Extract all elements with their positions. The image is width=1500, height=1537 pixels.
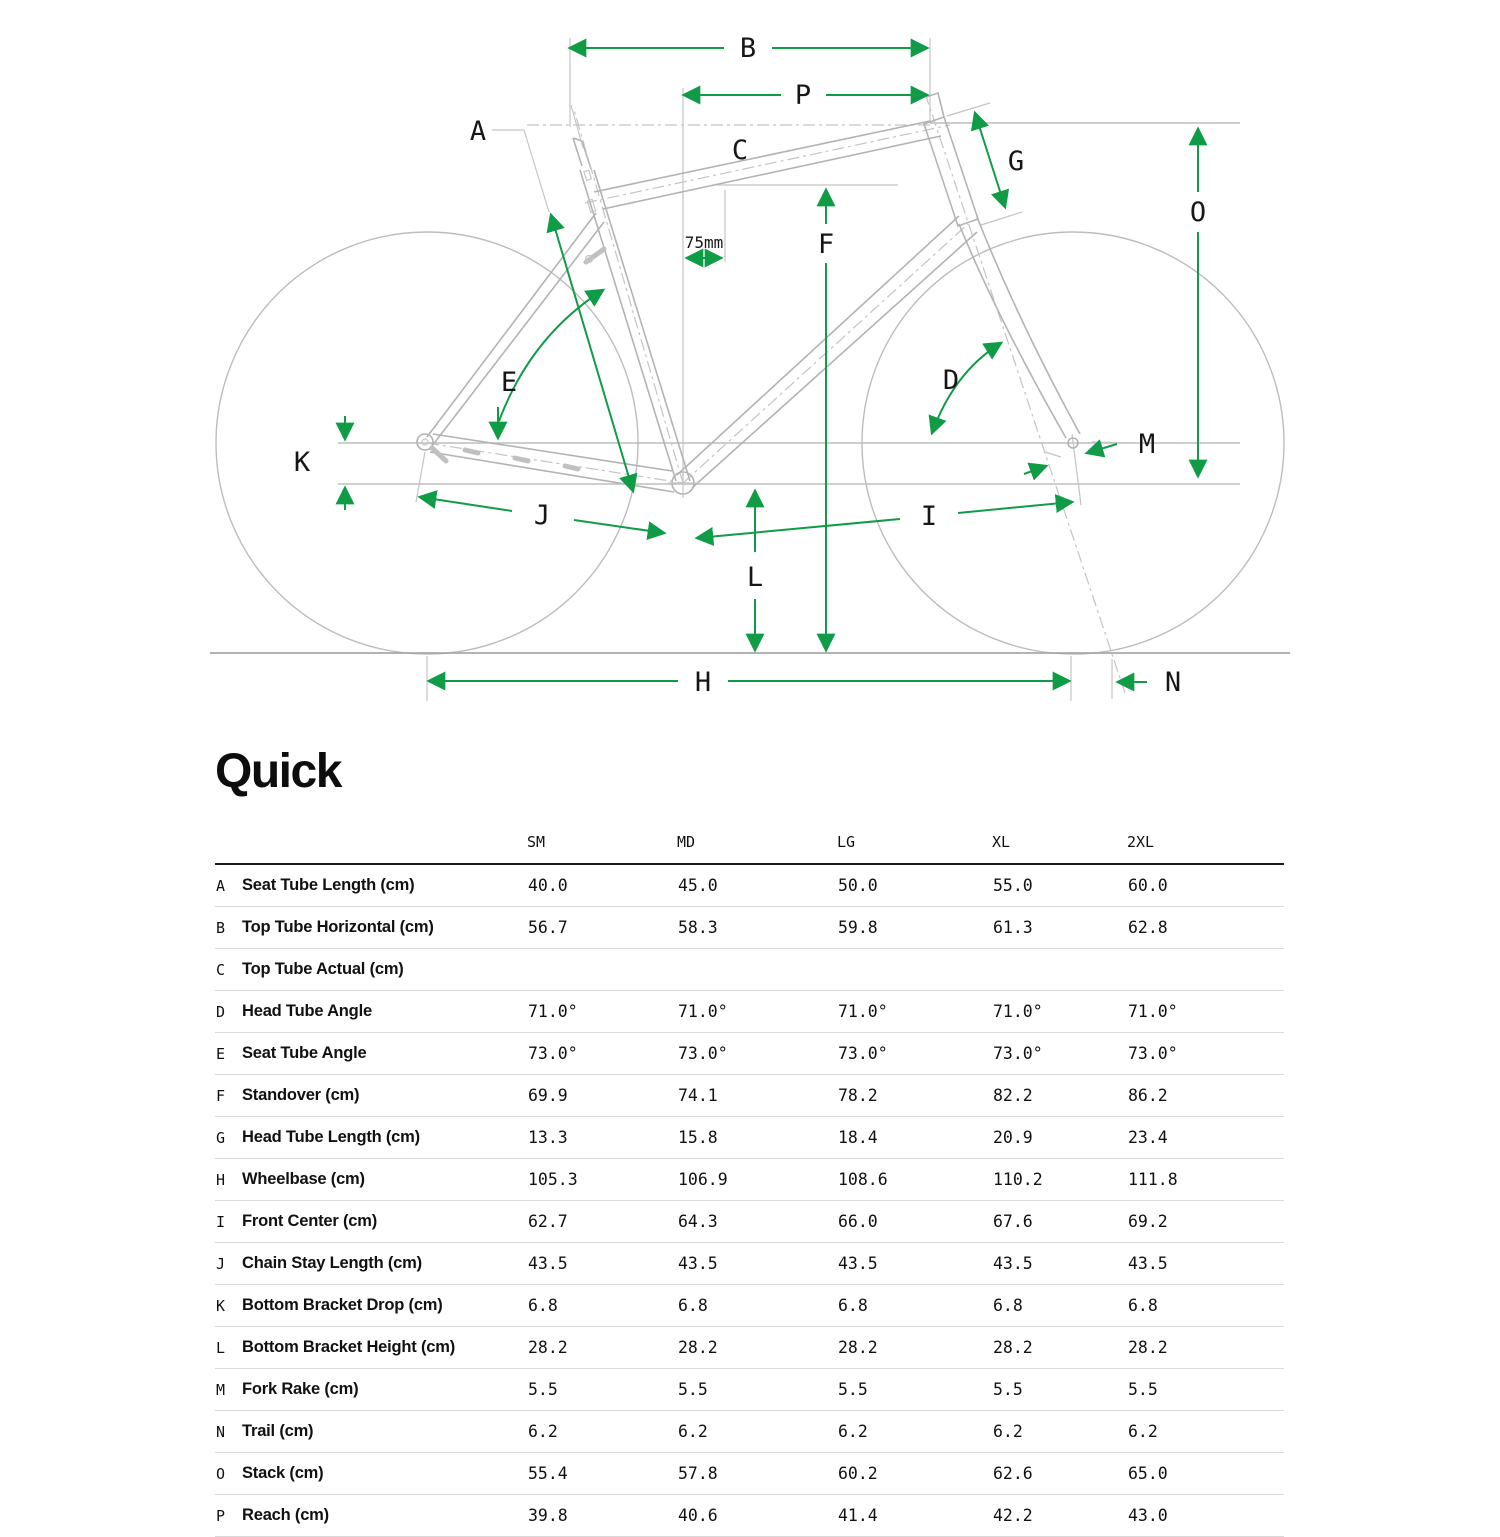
row-label: Bottom Bracket Drop (cm): [242, 1296, 443, 1314]
row-value: 43.5: [678, 1254, 718, 1273]
row-value: 28.2: [1128, 1338, 1168, 1357]
row-value: [992, 949, 1127, 991]
row-letter: N: [216, 1422, 226, 1441]
row-value: [1127, 949, 1284, 991]
row-value: [677, 949, 837, 991]
row-label: Standover (cm): [242, 1086, 360, 1104]
label-J: J: [533, 500, 551, 531]
row-value: 71.0°: [678, 1002, 728, 1021]
row-letter: J: [216, 1254, 226, 1273]
row-value: 58.3: [678, 918, 718, 937]
row-value: 55.0: [993, 876, 1033, 895]
row-value: 43.5: [838, 1254, 878, 1273]
row-value: 105.3: [528, 1170, 578, 1189]
row-value: 5.5: [838, 1380, 868, 1399]
row-label: Trail (cm): [242, 1422, 314, 1440]
label-M: M: [1138, 429, 1156, 460]
row-value: 82.2: [993, 1086, 1033, 1105]
label-E: E: [500, 367, 518, 398]
row-letter: F: [216, 1086, 226, 1105]
label-O: O: [1189, 197, 1207, 228]
row-value: 5.5: [993, 1380, 1023, 1399]
row-value: 43.0: [1128, 1506, 1168, 1525]
row-value: 55.4: [528, 1464, 568, 1483]
geometry-diagram: [0, 0, 1500, 718]
row-value: 62.6: [993, 1464, 1033, 1483]
row-value: 6.8: [993, 1296, 1023, 1315]
row-value: 43.5: [528, 1254, 568, 1273]
label-75mm: 75mm: [684, 233, 724, 252]
row-value: 6.2: [993, 1422, 1023, 1441]
row-letter: E: [216, 1044, 226, 1063]
table-row: [215, 1411, 1284, 1453]
row-letter: G: [216, 1128, 226, 1147]
row-value: 60.0: [1128, 876, 1168, 895]
row-value: 69.9: [528, 1086, 568, 1105]
row-value: 43.5: [993, 1254, 1033, 1273]
rear-axle: [422, 439, 428, 445]
label-H: H: [694, 667, 712, 698]
dim-E: [498, 290, 603, 438]
row-value: 45.0: [678, 876, 718, 895]
row-label: Stack (cm): [242, 1464, 324, 1482]
row-value: 5.5: [528, 1380, 558, 1399]
table-row: [215, 1075, 1284, 1117]
label-P: P: [794, 80, 812, 111]
row-letter: O: [216, 1464, 226, 1483]
row-value: 64.3: [678, 1212, 718, 1231]
row-value: 41.4: [838, 1506, 878, 1525]
row-label: Chain Stay Length (cm): [242, 1254, 422, 1272]
chainstay-detail: [465, 450, 478, 453]
row-value: 13.3: [528, 1128, 568, 1147]
row-value: 28.2: [678, 1338, 718, 1357]
chainstay-detail: [515, 458, 528, 461]
row-label: Head Tube Angle: [242, 1002, 372, 1020]
table-row: [215, 1159, 1284, 1201]
fork-blade: [977, 217, 1080, 434]
row-letter: C: [216, 960, 226, 979]
fork-offset-line: [1072, 434, 1081, 505]
label-D: D: [942, 365, 960, 396]
table-row: [215, 1285, 1284, 1327]
table-row: [215, 864, 1284, 907]
row-value: 59.8: [838, 918, 878, 937]
row-value: 23.4: [1128, 1128, 1168, 1147]
table-header-row: [215, 833, 1284, 864]
geometry-table: [215, 833, 1284, 1537]
row-letter: H: [216, 1170, 226, 1189]
label-L: L: [746, 562, 764, 593]
row-value: 57.8: [678, 1464, 718, 1483]
row-value: 6.8: [678, 1296, 708, 1315]
table-row: [215, 907, 1284, 949]
row-letter: K: [216, 1296, 226, 1315]
row-value: 66.0: [838, 1212, 878, 1231]
label-F: F: [817, 229, 835, 260]
column-header-2xl: 2XL: [1127, 833, 1155, 851]
row-value: 71.0°: [838, 1002, 888, 1021]
table-row: [215, 991, 1284, 1033]
geometry-table-body: [215, 864, 1284, 1537]
row-value: 108.6: [838, 1170, 888, 1189]
row-value: 65.0: [1128, 1464, 1168, 1483]
row-letter: M: [216, 1380, 226, 1399]
table-row: [215, 1327, 1284, 1369]
row-letter: D: [216, 1002, 226, 1021]
row-value: 71.0°: [1128, 1002, 1178, 1021]
reference-lines: [210, 38, 1290, 701]
row-value: 62.8: [1128, 918, 1168, 937]
row-value: 60.2: [838, 1464, 878, 1483]
label-N: N: [1164, 667, 1182, 698]
head-tube: [924, 117, 978, 226]
row-value: 6.2: [838, 1422, 868, 1441]
label-A: A: [469, 116, 487, 147]
row-value: 6.2: [1128, 1422, 1158, 1441]
label-C: C: [731, 135, 749, 166]
row-value: 110.2: [993, 1170, 1043, 1189]
row-value: [837, 949, 992, 991]
table-row: [215, 1243, 1284, 1285]
row-value: 6.2: [528, 1422, 558, 1441]
table-row: [215, 1201, 1284, 1243]
row-value: 74.1: [678, 1086, 718, 1105]
row-value: 28.2: [528, 1338, 568, 1357]
column-header-xl: XL: [992, 833, 1011, 851]
row-value: 73.0°: [1128, 1044, 1178, 1063]
table-row: [215, 1117, 1284, 1159]
bike-frame: [417, 93, 1080, 498]
row-value: 106.9: [678, 1170, 728, 1189]
row-value: 56.7: [528, 918, 568, 937]
table-row: [215, 1453, 1284, 1495]
row-letter: P: [216, 1506, 226, 1525]
row-value: 73.0°: [528, 1044, 578, 1063]
row-value: 5.5: [678, 1380, 708, 1399]
row-value: 111.8: [1128, 1170, 1178, 1189]
row-label: Reach (cm): [242, 1506, 329, 1524]
row-label: Seat Tube Angle: [242, 1044, 367, 1062]
label-B: B: [739, 33, 757, 64]
row-label: Top Tube Horizontal (cm): [242, 918, 434, 936]
table-title: Quick: [215, 745, 341, 798]
row-label: Fork Rake (cm): [242, 1380, 359, 1398]
seat-tube-centerline: [574, 110, 683, 483]
row-value: 86.2: [1128, 1086, 1168, 1105]
head-tube-bottom-ext: [981, 212, 1022, 225]
table-row: [215, 1495, 1284, 1537]
row-label: Front Center (cm): [242, 1212, 378, 1230]
row-label: Wheelbase (cm): [242, 1170, 365, 1188]
row-value: 28.2: [838, 1338, 878, 1357]
column-header-md: MD: [677, 833, 696, 851]
seat-tube-leader-s: [524, 130, 549, 212]
table-row: [215, 1369, 1284, 1411]
row-value: 62.7: [528, 1212, 568, 1231]
row-value: 73.0°: [678, 1044, 728, 1063]
row-label: Seat Tube Length (cm): [242, 876, 415, 894]
dim-I: [697, 502, 1072, 538]
bottle-boss: [584, 170, 591, 180]
row-value: 61.3: [993, 918, 1033, 937]
row-value: 15.8: [678, 1128, 718, 1147]
rake-gap-tick: [1045, 452, 1061, 457]
label-K: K: [293, 447, 311, 478]
top-tube-centerline: [585, 125, 950, 203]
column-header-lg: LG: [837, 833, 856, 851]
chainstay-detail: [565, 466, 578, 469]
geometry-section: [215, 744, 1284, 1537]
row-value: [527, 949, 677, 991]
row-label: Head Tube Length (cm): [242, 1128, 420, 1146]
row-value: 73.0°: [993, 1044, 1043, 1063]
row-value: 71.0°: [993, 1002, 1043, 1021]
row-value: 6.8: [1128, 1296, 1158, 1315]
head-tube-top-ext: [947, 103, 990, 116]
row-value: 40.6: [678, 1506, 718, 1525]
row-letter: A: [216, 876, 226, 895]
row-label: Bottom Bracket Height (cm): [242, 1338, 455, 1356]
row-value: 78.2: [838, 1086, 878, 1105]
label-I: I: [920, 501, 938, 532]
dim-M: [1024, 444, 1117, 474]
row-value: 40.0: [528, 876, 568, 895]
row-value: 69.2: [1128, 1212, 1168, 1231]
column-header-sm: SM: [527, 833, 546, 851]
row-value: 73.0°: [838, 1044, 888, 1063]
header-spacer: [215, 833, 241, 864]
header-spacer: [241, 833, 527, 864]
rear-axle-tick: [416, 452, 425, 502]
row-value: 6.2: [678, 1422, 708, 1441]
row-value: 20.9: [993, 1128, 1033, 1147]
row-label: Top Tube Actual (cm): [242, 960, 404, 978]
row-value: 42.2: [993, 1506, 1033, 1525]
row-value: 71.0°: [528, 1002, 578, 1021]
row-value: 39.8: [528, 1506, 568, 1525]
row-value: 43.5: [1128, 1254, 1168, 1273]
row-value: 28.2: [993, 1338, 1033, 1357]
row-value: 6.8: [838, 1296, 868, 1315]
row-letter: B: [216, 918, 226, 937]
steerer: [926, 93, 944, 117]
row-value: 50.0: [838, 876, 878, 895]
row-value: 18.4: [838, 1128, 878, 1147]
dim-G: [975, 113, 1005, 207]
row-letter: I: [216, 1212, 226, 1231]
row-value: 5.5: [1128, 1380, 1158, 1399]
label-G: G: [1007, 146, 1025, 177]
table-row: [215, 1033, 1284, 1075]
table-row: [215, 949, 1284, 991]
row-letter: L: [216, 1338, 226, 1357]
row-value: 67.6: [993, 1212, 1033, 1231]
row-value: 6.8: [528, 1296, 558, 1315]
